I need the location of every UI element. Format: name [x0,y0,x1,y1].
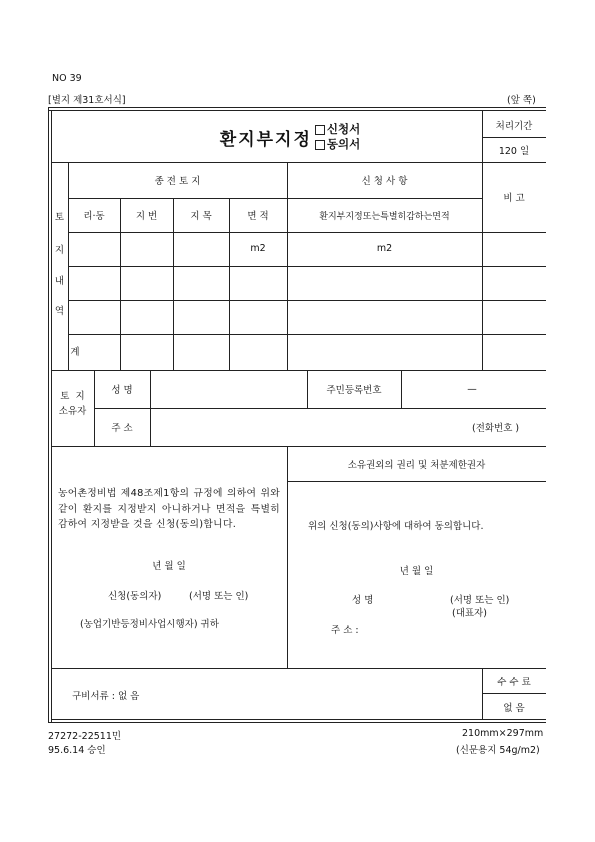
owner-address-label: 주 소 [111,423,133,434]
processing-period-value: 120 일 [498,146,530,157]
phone-label: (전화번호 ) [472,423,520,434]
former-land-header: 종 전 토 지 [154,176,201,187]
rrn-label: 주민등록번호 [326,385,382,396]
paper-size: 210mm×297mm [462,728,544,739]
option-consent: 동의서 [326,137,361,151]
applicant-label: 신청(동의자) [108,591,162,602]
rrn-dash: — [467,383,477,395]
option-application: 신청서 [326,122,361,136]
representative-label: (대표자) [452,608,487,619]
col-land-category: 지 목 [190,211,212,222]
col-area: 면 적 [247,211,269,222]
fee-value: 없 음 [503,703,525,714]
consent-statement: 위의 신청(동의)사항에 대하여 동의합니다. [308,521,484,532]
processing-period-label: 처리기간 [495,121,533,132]
consenter-sign: (서명 또는 인) [450,595,510,606]
remarks-header: 비 고 [503,193,525,204]
col-requested-area: 환지부지정또는특별히감하는면적 [319,211,450,222]
application-statement: 농어촌정비법 제48조제1항의 규정에 의하여 위와 같이 환지를 지정받지 아니하거나 면적을 특별히 감하여 지정받을 것을 신청(동의)합니다. [58,488,280,530]
form-title [140,116,440,158]
requested-area-unit: m2 [376,242,393,254]
paper-type: (신문용지 54g/m2) [456,745,540,756]
application-date: 년 월 일 [152,561,186,572]
request-header: 신 청 사 항 [361,176,408,187]
required-documents: 구비서류 : 없 음 [72,691,140,702]
area-unit: m2 [250,242,266,254]
consent-date: 년 월 일 [399,566,434,577]
form-number: NO 39 [52,73,82,84]
col-lot-number: 지 번 [135,211,158,222]
applicant-sign: (서명 또는 인) [189,591,249,602]
consenter-name-label: 성 명 [352,595,374,606]
checkbox-icon[interactable] [315,140,325,150]
recipient: (농업기반등정비사업시행자) 귀하 [80,619,219,630]
consenter-address-label: 주 소 : [331,625,359,636]
title-text: 환지부지정 [219,129,312,150]
form-reference: [별지 제31호서식] [48,95,126,106]
checkbox-icon[interactable] [315,125,325,135]
approval-date: 95.6.14 승인 [48,745,106,756]
rights-holder-header: 소유권외의 권리 및 처분제한권자 [347,459,486,471]
owner-name-label: 성 명 [111,385,133,396]
fee-label: 수 수 료 [497,677,531,688]
col-village: 리·동 [83,211,105,222]
total-label: 계 [70,347,80,358]
owner-side-label: 토 지 소유자 [58,391,87,417]
page-side: (앞 쪽) [507,95,536,106]
form-code: 27272-22511민 [48,731,122,742]
